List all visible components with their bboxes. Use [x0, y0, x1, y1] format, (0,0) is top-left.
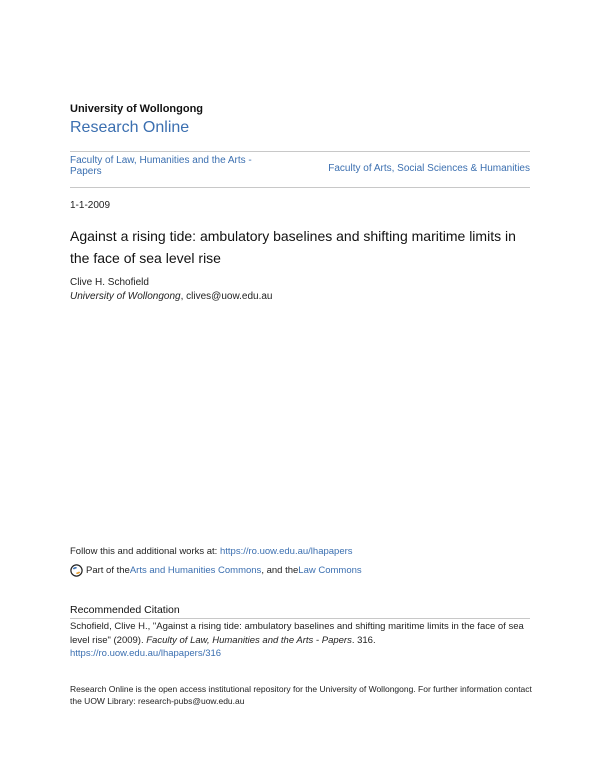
citation-number: . 316.: [351, 634, 376, 646]
arts-humanities-commons-link[interactable]: Arts and Humanities Commons: [129, 565, 262, 576]
publication-date: 1-1-2009: [70, 200, 111, 211]
citation-url-link[interactable]: https://ro.uow.edu.au/lhapapers/316: [70, 648, 222, 659]
divider-citation: [70, 618, 530, 619]
university-name: University of Wollongong: [70, 103, 204, 115]
creative-commons-icon: [70, 564, 83, 577]
author-name: Clive H. Schofield: [70, 277, 149, 288]
citation-series: Faculty of Law, Humanities and the Arts - Papers: [146, 634, 352, 646]
law-commons-link[interactable]: Law Commons: [298, 565, 362, 576]
paper-title: Against a rising tide: ambulatory baselines and shifting maritime limits in the face of sea level rise: [70, 228, 516, 266]
faculty-arts-link[interactable]: Faculty of Arts, Social Sciences & Humanities: [328, 163, 530, 174]
part-of-prefix: Part of the: [86, 565, 130, 576]
affiliation-name: University of Wollongong: [70, 291, 181, 302]
author-email: clives@uow.edu.au: [186, 291, 273, 302]
citation-text: [70, 620, 540, 661]
recommended-citation-heading: Recommended Citation: [70, 604, 180, 616]
author-affiliation: [70, 291, 273, 302]
follow-url-link[interactable]: https://ro.uow.edu.au/lhapapers: [219, 546, 353, 557]
part-of-line: [70, 564, 362, 577]
follow-line: [70, 546, 353, 557]
affiliation-separator: ,: [180, 291, 187, 302]
divider-top: [70, 151, 530, 152]
faculty-papers-link[interactable]: Faculty of Law, Humanities and the Arts - Papers: [70, 155, 252, 177]
divider-collections: [70, 187, 530, 188]
part-of-middle: , and the: [261, 565, 299, 576]
follow-prefix: Follow this and additional works at:: [70, 546, 220, 557]
research-online-link[interactable]: Research Online: [70, 119, 190, 136]
citation-body: Schofield, Clive H., "Against a rising tide: ambulatory baselines and shifting maritime limits in the face of sea level rise" (2009).: [70, 621, 524, 646]
footer-notice: Research Online is the open access institutional repository for the University of Wollongong. For further information contact the UOW Library: research-pubs@uow.edu.au: [70, 684, 532, 706]
